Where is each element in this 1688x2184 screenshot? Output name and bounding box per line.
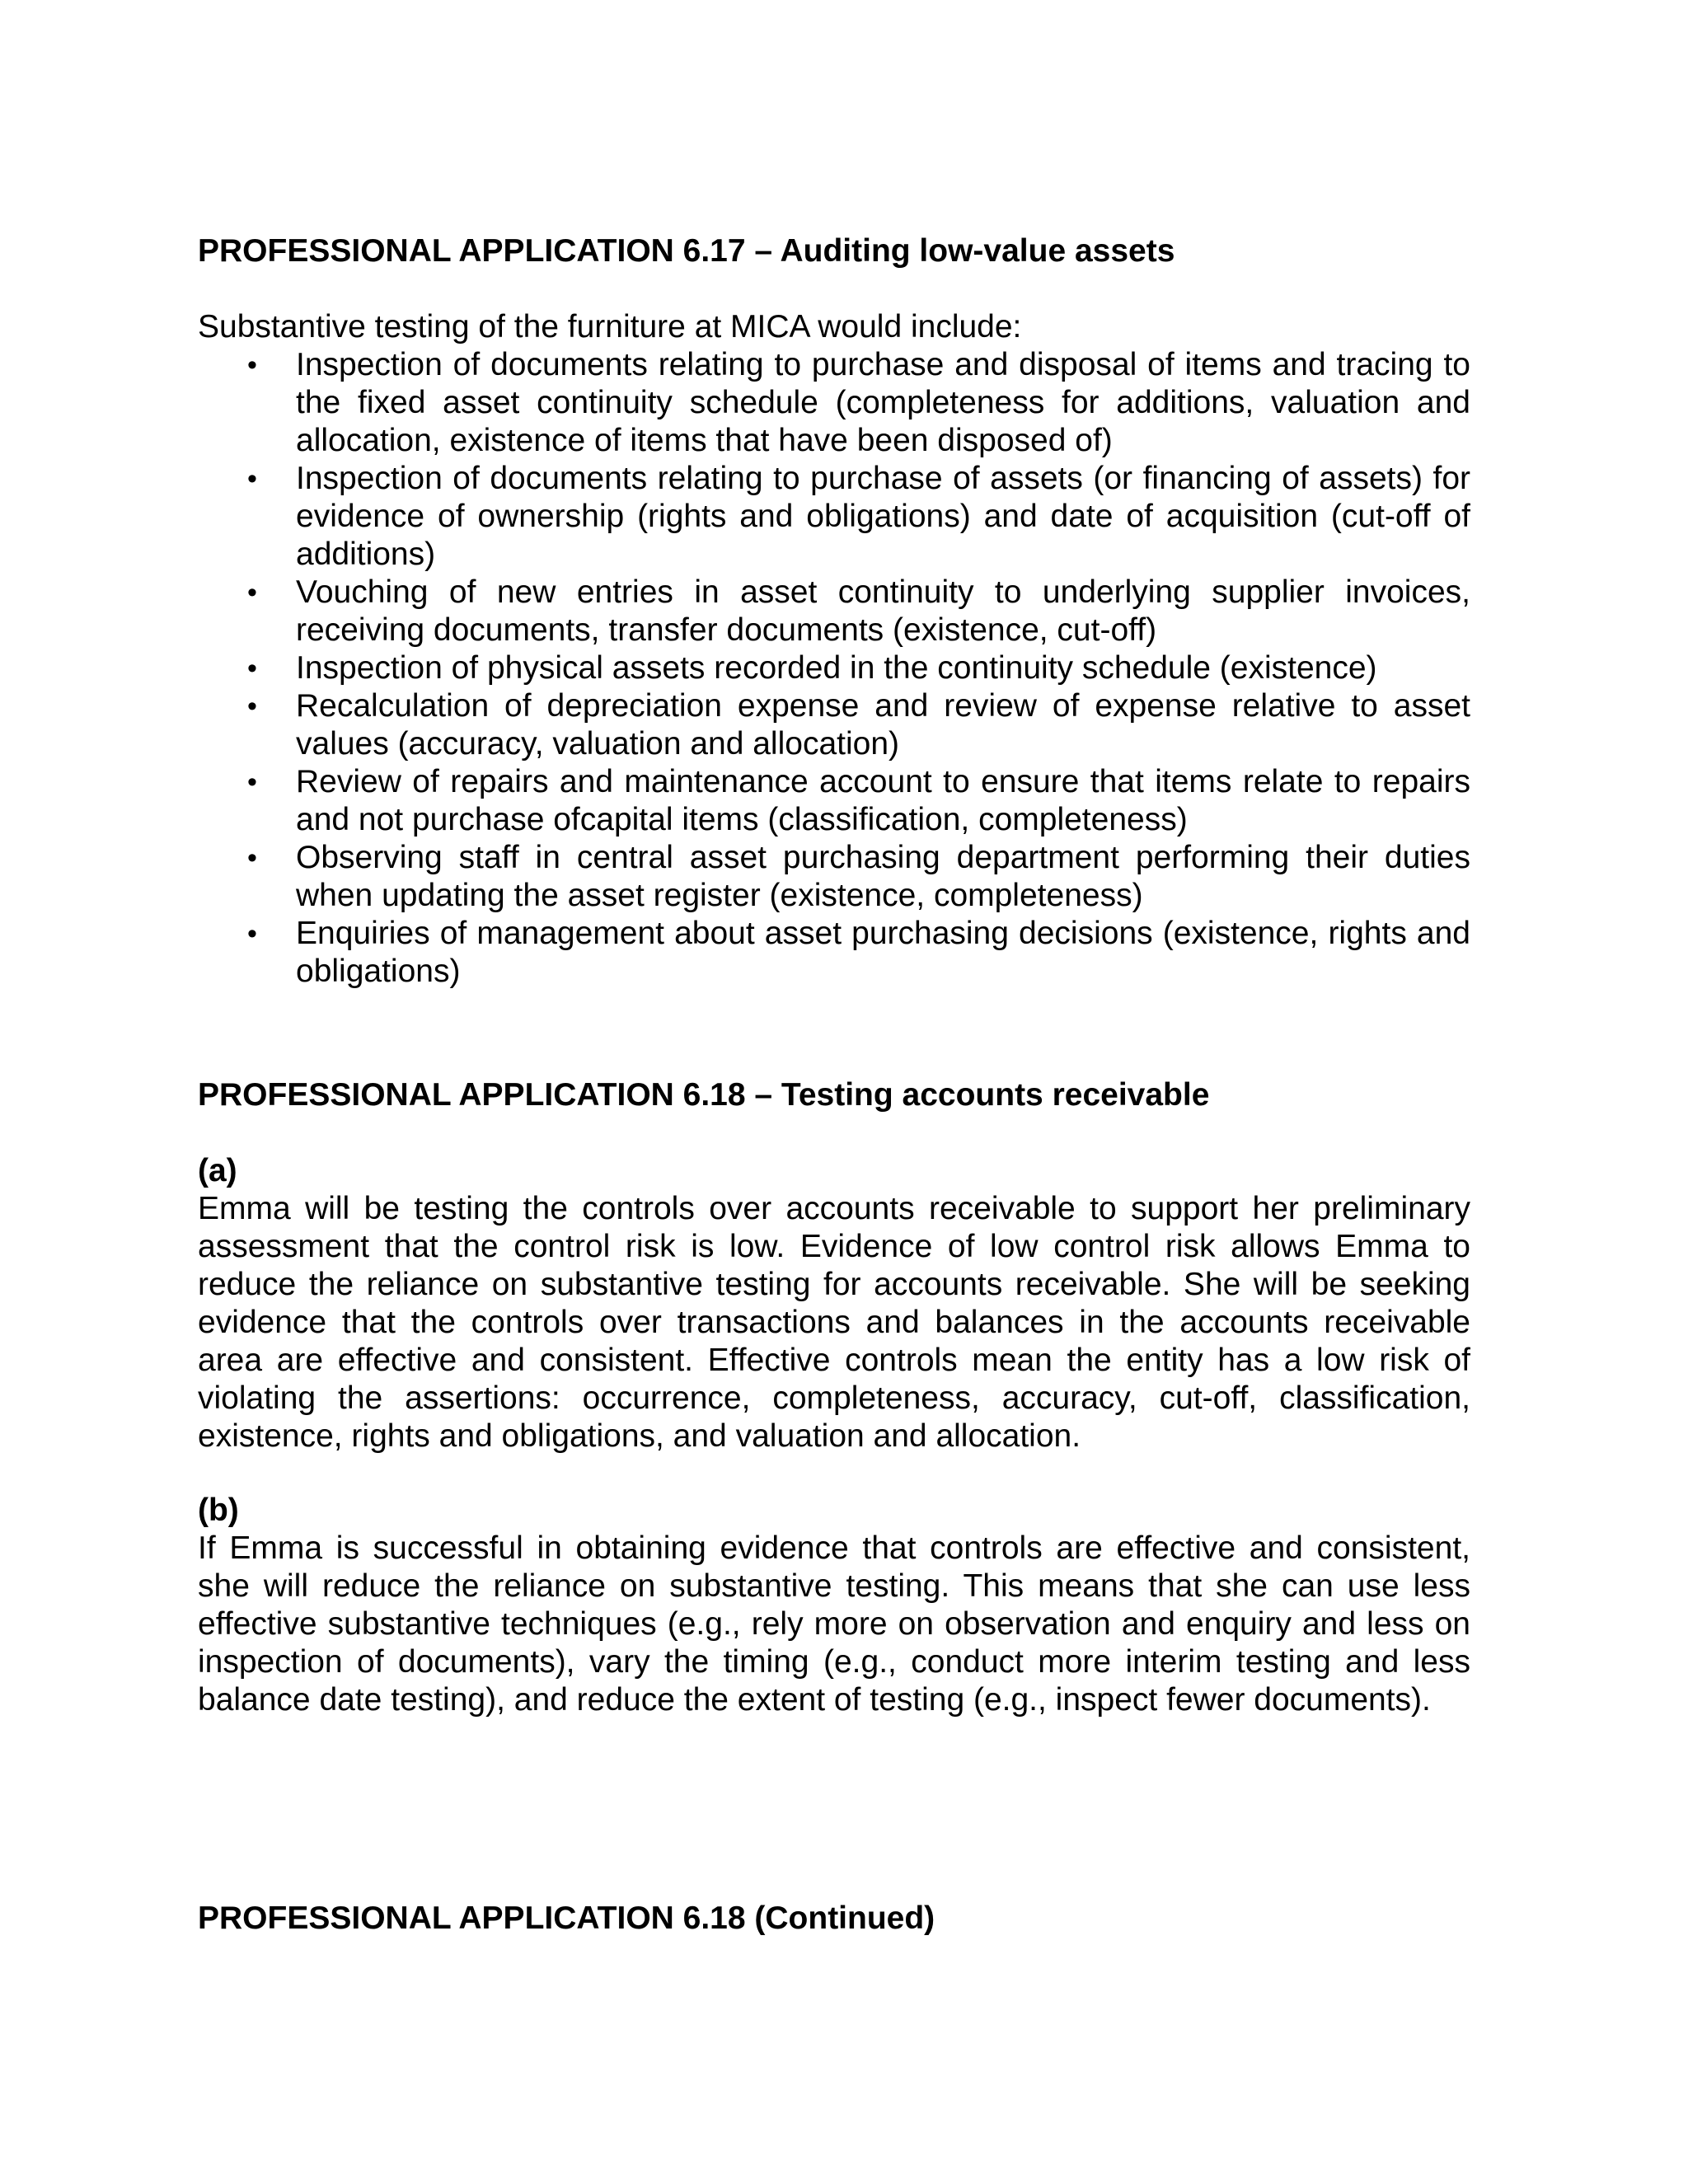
list-item-text: Recalculation of depreciation expense and review of expense relative to asset values (accuracy, valuation and allocation): [296, 688, 1470, 762]
bullet-icon: •: [247, 653, 257, 684]
list-item: [198, 915, 1470, 991]
list-item-text: Enquiries of management about asset purchasing decisions (existence, rights and obligations): [296, 916, 1470, 989]
bullet-icon: •: [247, 577, 257, 608]
list-item: [198, 687, 1470, 763]
list-item-text: Inspection of physical assets recorded in the continuity schedule (existence): [296, 650, 1377, 686]
section-heading-6-17: PROFESSIONAL APPLICATION 6.17 – Auditing low-value assets: [198, 233, 1175, 269]
list-item: [198, 839, 1470, 915]
bullet-icon: •: [247, 842, 257, 874]
bullet-icon: •: [247, 463, 257, 494]
list-item-text: Observing staff in central asset purchasing department performing their duties when updating the asset register (existence, completeness): [296, 840, 1470, 913]
bullet-icon: •: [247, 918, 257, 949]
section-intro: Substantive testing of the furniture at MICA would include:: [198, 309, 1022, 344]
list-item-text: Inspection of documents relating to purchase of assets (or financing of assets) for evidence of ownership (rights and obligations) and date of acquisition (cut-off of additions): [296, 461, 1470, 572]
part-b-paragraph: If Emma is successful in obtaining evidence that controls are effective and consistent, she will reduce the reliance on substantive testing. This means that she can use less effective substantive techniques (e.g., rely more on observation and enquiry and less on inspection of documents), vary the timing (e.g., conduct more interim testing and less balance date testing), and reduce the extent of testing (e.g., inspect fewer documents).: [198, 1530, 1470, 1718]
bullet-list: [198, 346, 1470, 991]
list-item: [198, 574, 1470, 649]
bullet-icon: •: [247, 691, 257, 722]
section-heading-6-18-continued: PROFESSIONAL APPLICATION 6.18 (Continued): [198, 1900, 935, 1936]
list-item: [198, 649, 1470, 687]
list-item: [198, 346, 1470, 460]
list-item-text: Inspection of documents relating to purchase and disposal of items and tracing to the fixed asset continuity schedule (completeness for additions, valuation and allocation, existence of items that have been disposed of): [296, 347, 1470, 458]
part-b-label: (b): [198, 1493, 239, 1528]
part-a-label: (a): [198, 1153, 237, 1188]
list-item: [198, 763, 1470, 839]
bullet-icon: •: [247, 349, 257, 381]
list-item: [198, 460, 1470, 574]
list-item-text: Vouching of new entries in asset continuity to underlying supplier invoices, receiving documents, transfer documents (existence, cut-off): [296, 574, 1470, 648]
bullet-icon: •: [247, 766, 257, 798]
section-heading-6-18: PROFESSIONAL APPLICATION 6.18 – Testing accounts receivable: [198, 1077, 1210, 1113]
part-a-paragraph: Emma will be testing the controls over accounts receivable to support her preliminary assessment that the control risk is low. Evidence of low control risk allows Emma to reduce the reliance on substantive testing for accounts receivable. She will be seeking evidence that the controls over transactions and balances in the accounts receivable area are effective and consistent. Effective controls mean the entity has a low risk of violating the assertions: occurrence, completeness, accuracy, cut-off, classification, existence, rights and obligations, and valuation and allocation.: [198, 1191, 1470, 1454]
list-item-text: Review of repairs and maintenance account to ensure that items relate to repairs and not purchase ofcapital items (classification, completeness): [296, 764, 1470, 837]
